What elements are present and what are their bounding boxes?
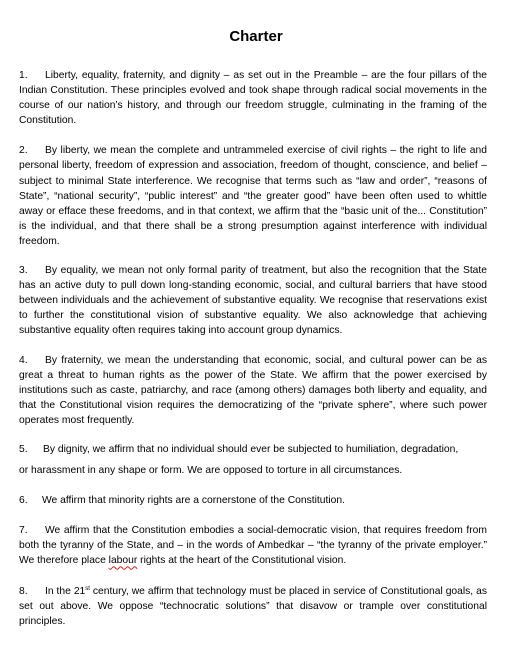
paragraph-text: By equality, we mean not only formal parity of treatment, but also the recognition that the State has an active duty to pull down long-standing economic, social, and cultural barriers that have stood between individuals and the achievement of substantive equality. We recognise that reservations exist to further the constitutional vision of substantive equality. We also acknowledge that achieving substantive equality often requires taking into account group dynamics. — [19, 265, 487, 337]
paragraph-number: 3. — [19, 265, 28, 277]
paragraph-number: 8. — [19, 585, 28, 597]
paragraph-text-before: We affirm that the Constitution embodies a social-democratic vision, that requires freedom from both the tyranny of the State, and – in the words of Ambedkar – “the tyranny of the private employer.” We therefore place — [19, 525, 487, 567]
paragraph-number: 6. — [19, 495, 28, 507]
paragraph-number: 2. — [19, 145, 28, 157]
charter-paragraph-4 — [19, 353, 487, 428]
paragraph-text: By fraternity, we mean the understanding that economic, social, and cultural power can be as great a threat to human rights as the power of the State. We affirm that the power exercised by institutions such as caste, patriarchy, and race (among others) damages both liberty and equality, and that the Constitutional vision requires the democratizing of the “private sphere”, where such power operates most frequently. — [19, 354, 487, 426]
paragraph-text-after: rights at the heart of the Constitutional vision. — [137, 555, 347, 567]
paragraph-number: 5. — [19, 443, 28, 455]
paragraph-number: 1. — [19, 70, 28, 81]
charter-paragraph-5 — [19, 442, 487, 478]
paragraph-text: We affirm that minority rights are a cornerstone of the Constitution. — [42, 495, 345, 507]
charter-paragraph-6 — [19, 493, 487, 508]
charter-paragraph-1 — [19, 68, 487, 128]
spellcheck-underlined-word: labour — [108, 555, 138, 567]
charter-paragraph-7 — [19, 523, 487, 568]
ordinal-superscript: st — [85, 585, 90, 592]
charter-paragraph-2 — [19, 143, 487, 249]
paragraph-text-line-1: By dignity, we affirm that no individual should ever be subjected to humiliation, degradation, — [43, 443, 459, 455]
paragraph-text-before: In the 21 — [45, 585, 86, 597]
paragraph-number: 7. — [19, 525, 28, 537]
paragraph-text: Liberty, equality, fraternity, and dignity – as set out in the Preamble – are the four pillars of the Indian Constitution. These principles evolved and took shape through radical social movements in the course of our nation’s history, and through our freedom struggle, culminating in the framing of the Constitution. — [19, 70, 487, 127]
paragraph-text: By liberty, we mean the complete and untrammeled exercise of civil rights – the right to life and personal liberty, freedom of expression and association, freedom of thought, conscience, and belief – subject to minimal State interference. We recognise that terms such as “law and order”, “reasons of State”, “national security”, “public interest” and “the greater good” have been often used to whittle away or efface these freedoms, and in that context, we affirm that the “basic unit of the... Constitution” is the individual, and that there shall be a strong presumption against interference with individual freedom. — [19, 145, 487, 247]
paragraph-text-after: century, we affirm that technology must be placed in service of Constitutional goals, as set out above. We oppose “technocratic solutions” that disavow or trample over constitutional principles. — [19, 585, 488, 627]
charter-paragraph-3 — [19, 263, 487, 338]
document-title: Charter — [229, 28, 283, 45]
paragraph-number: 4. — [19, 354, 28, 366]
charter-paragraph-8 — [19, 584, 487, 629]
paragraph-text-line-2: or harassment in any shape or form. We are opposed to torture in all circumstances. — [19, 465, 403, 477]
